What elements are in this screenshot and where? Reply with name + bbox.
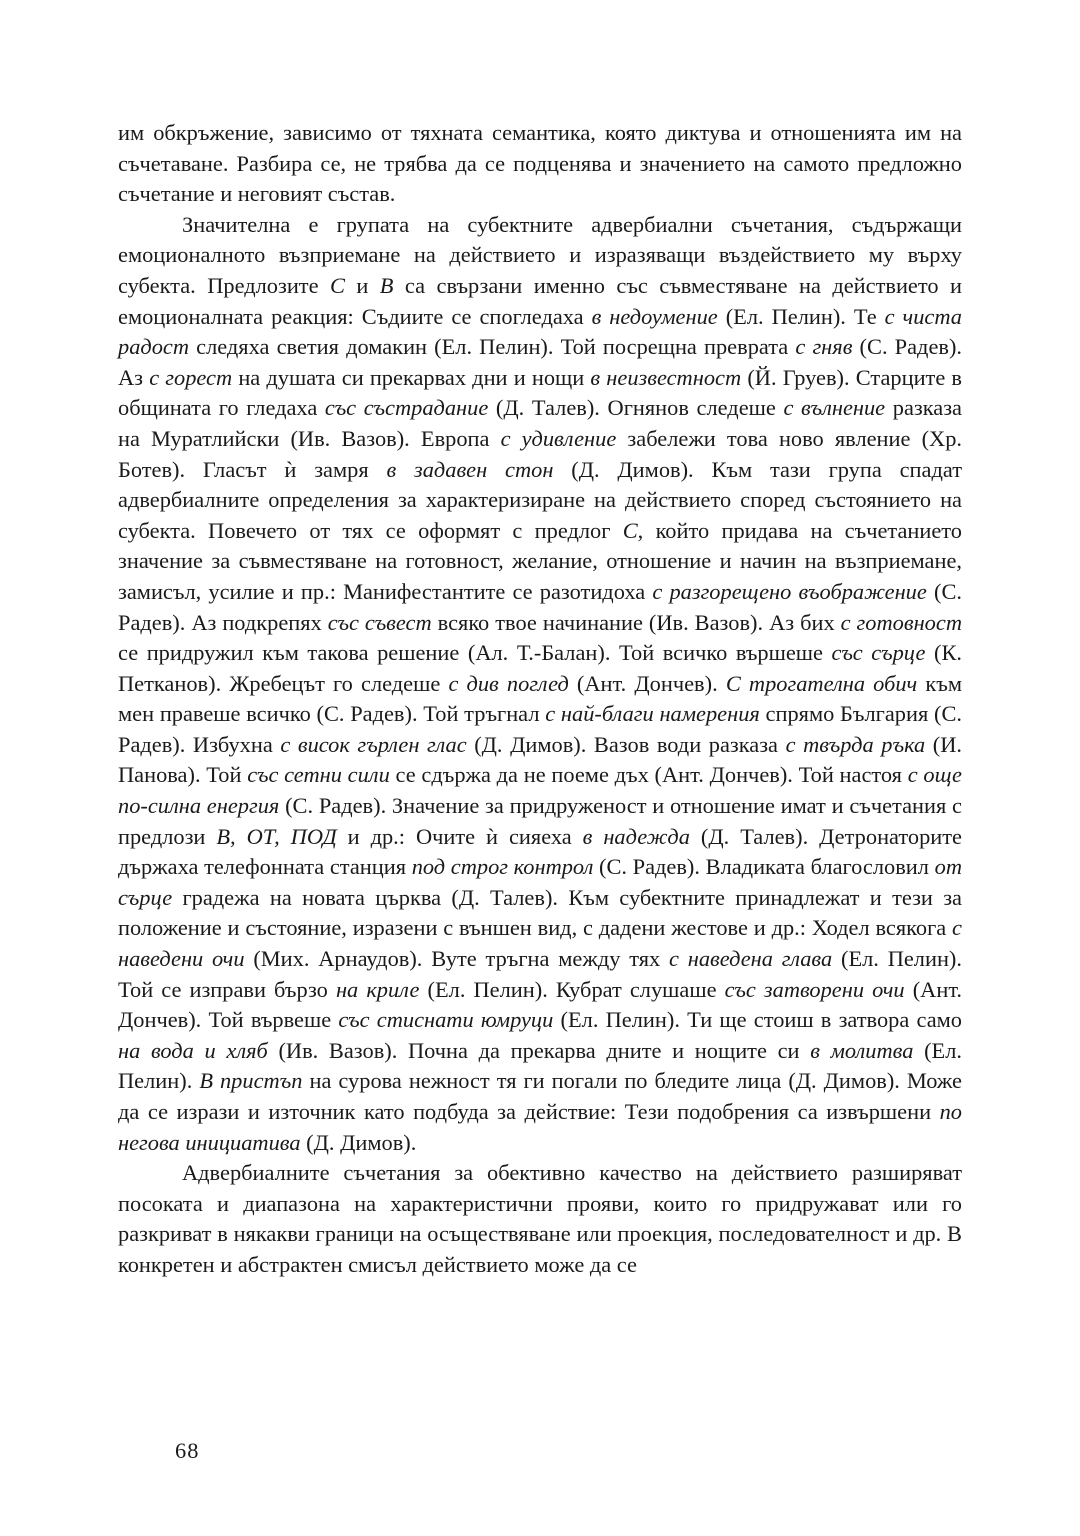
italic-example: под строг контрол: [411, 854, 594, 880]
text-run: Значителна е групата на субектните адвербиални съчетания, съдържащи емоционалното възприемане на действието и изразяващи въздействието му върху субекта. Предлозите: [118, 211, 962, 298]
text-run: се сдържа да не поеме дъх (Ант. Дончев). Той настоя: [389, 762, 908, 788]
italic-example: с висок гърлен глас: [280, 731, 467, 757]
italic-example: със затворени очи: [724, 976, 905, 1002]
text-run: , който придава на съчетанието значение за съвместяване на готовност, желание, отношение и начин на възприемане, замисъл, усилие и пр.: Манифестантите се разотидоха: [118, 517, 962, 604]
italic-example: с гняв: [795, 334, 853, 360]
italic-example: в молитва: [810, 1037, 914, 1063]
text-run: (Д. Димов). Вазов води разказа: [466, 731, 786, 757]
page-number: 68: [175, 1438, 200, 1463]
text-run: (Й. Груев). Старците в общината го гледаха: [118, 364, 963, 421]
text-run: (Мих. Арнаудов). Вуте тръгна между тях: [244, 946, 669, 972]
italic-example: по негова инициатива: [118, 1099, 962, 1155]
italic-example: в надежда: [582, 823, 690, 849]
text-run: (Д. Димов).: [300, 1129, 417, 1155]
text-run: на душата си прекарвах дни и нощи: [232, 364, 591, 390]
text-run: и др.: Очите ѝ сияеха: [336, 823, 583, 849]
italic-example: В, ОТ, ПОД: [216, 823, 337, 849]
text-run: към мен правеше всичко (С. Радев). Той тръгнал: [118, 670, 962, 727]
text-run: и: [344, 272, 380, 298]
text-run: (С. Радев). Владиката благословил: [593, 854, 935, 880]
italic-example: с удивление: [500, 425, 617, 451]
italic-example: със състрадание: [324, 395, 489, 421]
italic-example: с наведени очи: [118, 915, 962, 972]
text-run: (С. Радев). Аз подкрепях: [118, 578, 962, 635]
text-run: (Д. Талев). Детронаторите държаха телефонната станция: [118, 823, 962, 880]
italic-example: В пристъп: [199, 1068, 303, 1094]
italic-example: със стиснати юмруци: [338, 1007, 554, 1033]
italic-example: с наведена глава: [669, 946, 833, 972]
italic-example: с готовност: [840, 609, 962, 635]
italic-example: С: [622, 517, 638, 543]
text-run: се придружил към такова решение (Ал. Т.-Балан). Той всичко вършеше: [118, 640, 832, 666]
text-run: (Ел. Пелин). Той се изправи бързо: [118, 946, 962, 1002]
italic-example: със съвест: [327, 609, 432, 635]
italic-example: с див поглед: [448, 670, 569, 696]
italic-example: в недоумение: [591, 303, 718, 329]
text-run: (С. Радев). Значение за придруженост и отношение имат и съчетания с предлози: [118, 793, 962, 849]
paragraph-1: [118, 118, 962, 210]
text-run: спрямо България (С. Радев). Избухна: [118, 701, 962, 757]
italic-example: с горест: [149, 364, 233, 390]
italic-example: с вълнение: [783, 395, 886, 421]
italic-example: на криле: [335, 976, 420, 1002]
text-run: на сурова нежност тя ги погали по бледите лица (Д. Димов). Може да се изрази и източник като подбуда за действие: Тези подобрения са извършени: [118, 1068, 962, 1124]
text-run: (Ел. Пелин). Те: [717, 303, 885, 329]
text-run: Адвербиалните съчетания за обективно качество на действието разширяват посоката и диапазона на характеристични прояви, които го придружават или го разкриват в някакви граници на осъществяване или проекция, последователност и др. В конкретен и абстрактен смисъл действието може да се: [118, 1160, 962, 1277]
text-run: разказа на Муратлийски (Ив. Вазов). Европа: [118, 395, 962, 451]
text-run: (К. Петканов). Жребецът го следеше: [118, 640, 962, 696]
text-run: (Ант. Дончев). Той вървеше: [118, 976, 963, 1033]
text-run: (Д. Талев). Огнянов следеше: [488, 395, 784, 421]
text-run: градежа на новата църква (Д. Талев). Към субектните принадлежат и тези за положение и състояние, изразени с външен вид, с дадени жестове и др.: Ходел всякога: [118, 884, 962, 941]
italic-example: С трогателна обич: [725, 670, 918, 696]
text-run: забележи това ново явление (Хр. Ботев). Гласът ѝ замря: [118, 425, 963, 482]
text-run: им обкръжение, зависимо от тяхната семантика, която диктува и отношенията им на съчетаване. Разбира се, не трябва да се подценява и значението на самото предложно съчетание и неговият състав.: [118, 120, 962, 207]
italic-example: с разгорещено въображение: [652, 578, 927, 604]
italic-example: на вода и хляб: [118, 1037, 268, 1063]
italic-example: от сърце: [118, 854, 962, 910]
italic-example: в задавен стон: [386, 456, 554, 482]
italic-example: В: [379, 272, 394, 298]
text-run: всяко твое начинание (Ив. Вазов). Аз бих: [431, 609, 841, 635]
text-run: (Ел. Пелин). Кубрат слушаше: [419, 976, 725, 1002]
italic-example: с чиста радост: [118, 303, 962, 360]
italic-example: с най-благи намерения: [545, 701, 760, 727]
page-body: [118, 118, 962, 1281]
italic-example: с още по-силна енергия: [118, 762, 962, 819]
text-run: следяха светия домакин (Ел. Пелин). Той посрещна преврата: [189, 334, 796, 360]
text-run: (Ел. Пелин). Ти ще стоиш в затвора само: [553, 1007, 963, 1033]
italic-example: със сетни сили: [247, 762, 390, 788]
text-run: (Д. Димов). Към тази група спадат адвербиалните определения за характеризиране на действието според състоянието на субекта. Повечето от тях се оформят с предлог: [118, 456, 963, 543]
text-run: (И. Панова). Той: [118, 731, 962, 788]
italic-example: с твърда ръка: [785, 731, 926, 757]
text-run: (Ив. Вазов). Почна да прекарва дните и нощите си: [267, 1037, 811, 1063]
text-run: (Ел. Пелин).: [118, 1037, 962, 1094]
text-run: са свързани именно със съвместяване на действието и емоционалната реакция: Съдиите се спогледаха: [118, 272, 962, 329]
text-run: (Ант. Дончев).: [568, 670, 726, 696]
text-run: (С. Радев). Аз: [118, 334, 963, 390]
paragraph-3: [118, 1158, 962, 1280]
italic-example: в неизвестност: [590, 364, 742, 390]
paragraph-2: [118, 210, 962, 1158]
italic-example: С: [329, 272, 345, 298]
italic-example: със сърце: [831, 640, 926, 666]
